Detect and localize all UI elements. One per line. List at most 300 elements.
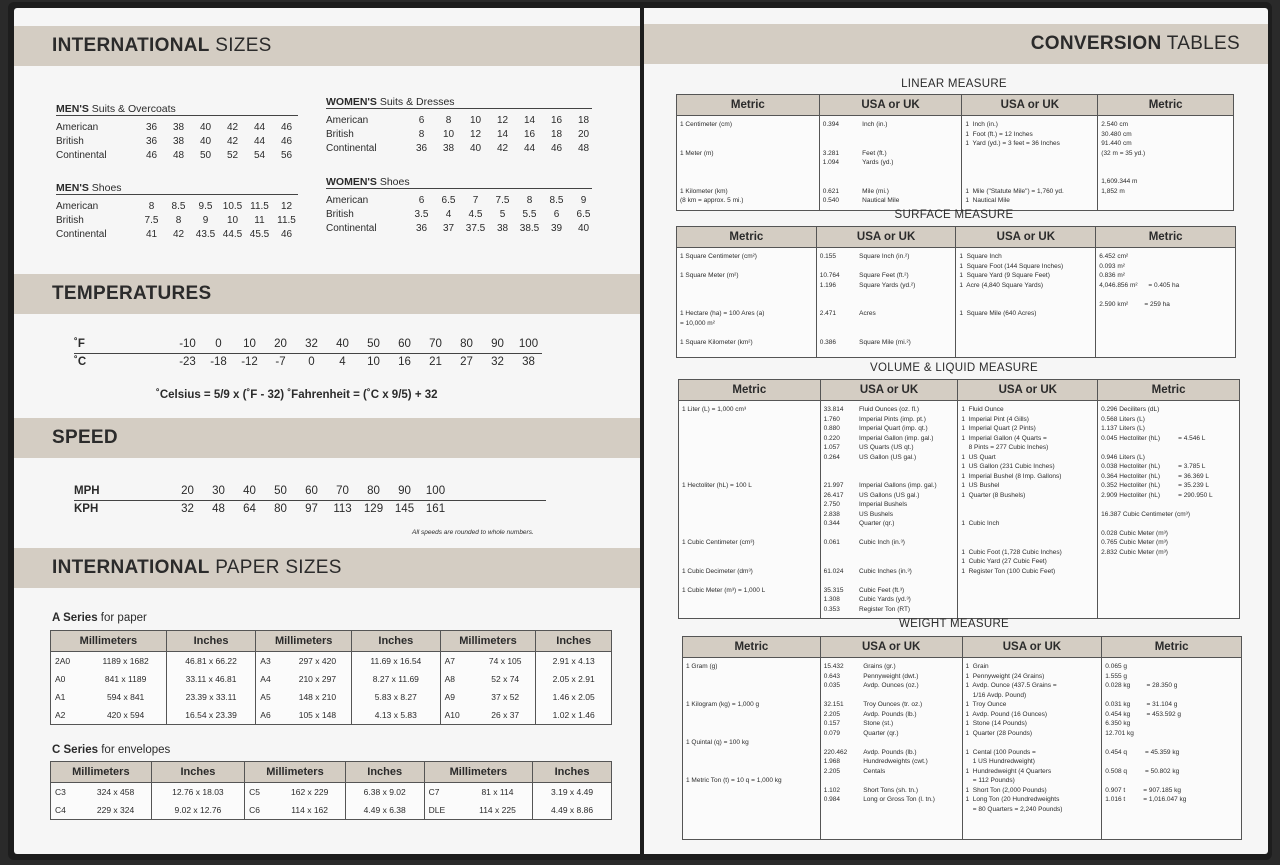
womens-suits-heading: WOMEN'S Suits & Dresses (326, 96, 455, 108)
size-value: 37.5 (465, 222, 486, 234)
size-value: 42 (172, 228, 185, 240)
row-label: MPH (74, 485, 100, 497)
column-header: Metric (1098, 95, 1234, 116)
size-value: 40 (577, 222, 590, 234)
size-value: 44.5 (222, 228, 243, 240)
size-row (326, 127, 597, 141)
scale-row (74, 500, 451, 518)
column-header: USA or UK (820, 380, 958, 401)
scale-value: 70 (429, 338, 442, 350)
paper-mm: 114 x 225 (463, 801, 533, 820)
womens-shoes-heading: WOMEN'S Shoes (326, 176, 410, 188)
size-value: 10 (226, 214, 239, 226)
row-label: British (326, 208, 354, 220)
column-header: Inches (352, 631, 441, 652)
size-value: 42 (226, 135, 239, 147)
column-header: USA or UK (819, 95, 962, 116)
size-value: 5 (499, 208, 506, 220)
scale-value: -23 (179, 356, 196, 368)
paper-name: C3 (51, 783, 81, 802)
paper-inches: 1.46 x 2.05 (536, 688, 612, 706)
paper-inches: 23.39 x 33.11 (166, 688, 256, 706)
paper-inches: 4.49 x 8.86 (533, 801, 612, 820)
paper-inches: 9.02 x 12.76 (151, 801, 244, 820)
size-value: 12 (496, 114, 509, 126)
size-value: 8 (175, 214, 182, 226)
paper-name: A10 (440, 706, 475, 725)
scale-value: 70 (336, 485, 349, 497)
row-label: ˚C (74, 356, 87, 368)
paper-name: C4 (51, 801, 81, 820)
size-value: 44 (523, 142, 536, 154)
size-value: 38 (496, 222, 509, 234)
weight-table (682, 636, 1242, 840)
paper-name: A2 (51, 706, 86, 725)
header-row (679, 380, 1240, 401)
size-value: 38.5 (519, 222, 540, 234)
banner-light: SIZES (209, 35, 272, 56)
header-row (683, 637, 1242, 658)
scale-value: 48 (212, 503, 225, 515)
paper-name: A6 (256, 706, 284, 725)
paper-inches: 12.76 x 18.03 (151, 783, 244, 802)
usa-values: 15.432 0.643 0.035 32.151 2.205 0.157 0.079 220.462 1.968 2.205 1.102 0.984 (820, 658, 860, 840)
size-value: 40 (199, 135, 212, 147)
column-header: Millimeters (424, 762, 532, 783)
size-row (56, 213, 300, 227)
size-value: 16 (550, 114, 563, 126)
scale-value: 32 (181, 503, 194, 515)
scale-row (74, 353, 544, 371)
temperature-formula: ˚Celsius = 5/9 x (˚F - 32) ˚Fahrenheit = (˚C x 9/5) + 32 (156, 389, 438, 401)
paper-row (51, 688, 612, 706)
size-value: 5.5 (522, 208, 537, 220)
paper-row (51, 670, 612, 688)
paper-inches: 11.69 x 16.54 (352, 652, 441, 671)
size-value: 38 (442, 142, 455, 154)
metric-equivalents: 0.065 g 1.555 g 0.028 kg = 28.350 g 0.031 kg = 31.104 g 0.454 kg = 453.592 g 6.350 kg 12.701 kg 0.454 q = 45.359 kg 0.508 q = 50.802 kg 0.907 t = 907.185 kg 1.016 t = 1,016.047 kg (1102, 658, 1242, 840)
header-row (677, 95, 1234, 116)
size-value: 6.5 (441, 194, 456, 206)
intl-sizes-banner (14, 26, 640, 66)
rule (326, 108, 592, 109)
scale-value: -18 (210, 356, 227, 368)
column-header: Millimeters (256, 631, 352, 652)
size-value: 16 (523, 128, 536, 140)
header-row (51, 631, 612, 652)
paper-name: C7 (424, 783, 463, 802)
size-value: 11.5 (250, 200, 269, 212)
conversion-banner: CONVERSION TABLES (644, 24, 1268, 64)
size-value: 14 (523, 114, 536, 126)
paper-name: A0 (51, 670, 86, 688)
size-value: 46 (145, 149, 158, 161)
linear-table (676, 94, 1234, 211)
size-value: 10 (442, 128, 455, 140)
womens-suits-table (326, 113, 597, 155)
scale-value: 90 (398, 485, 411, 497)
column-header: Metric (677, 227, 817, 248)
row-label: ˚F (74, 338, 85, 350)
size-value: 36 (415, 222, 428, 234)
paper-mm: 210 x 297 (284, 670, 352, 688)
size-value: 46 (550, 142, 563, 154)
header-row (51, 762, 612, 783)
column-header: Inches (166, 631, 256, 652)
surface-title: SURFACE MEASURE (894, 209, 1014, 221)
banner-bold: INTERNATIONAL (52, 35, 210, 56)
column-header: USA or UK (820, 637, 962, 658)
paper-mm: 162 x 229 (275, 783, 346, 802)
size-value: 10 (469, 114, 482, 126)
scale-value: 80 (367, 485, 380, 497)
paper-inches: 2.91 x 4.13 (536, 652, 612, 671)
paper-mm: 841 x 1189 (85, 670, 166, 688)
row-label: Continental (56, 149, 107, 161)
paper-mm: 297 x 420 (284, 652, 352, 671)
size-row (326, 221, 597, 235)
paper-inches: 33.11 x 46.81 (166, 670, 256, 688)
size-value: 38 (172, 121, 185, 133)
paper-mm: 37 x 52 (475, 688, 536, 706)
scale-value: -12 (241, 356, 258, 368)
scale-value: 60 (398, 338, 411, 350)
paper-mm: 420 x 594 (85, 706, 166, 725)
size-value: 8.5 (549, 194, 564, 206)
scale-value: -10 (179, 338, 196, 350)
size-value: 43.5 (195, 228, 216, 240)
paper-name: A9 (440, 688, 475, 706)
linear-title: LINEAR MEASURE (901, 78, 1007, 90)
size-value: 6 (418, 194, 425, 206)
temperatures-banner: TEMPERATURES (14, 274, 640, 314)
paper-mm: 52 x 74 (475, 670, 536, 688)
scale-value: 64 (243, 503, 256, 515)
scale-value: 100 (518, 338, 539, 350)
column-header: Inches (345, 762, 424, 783)
row-label: Continental (326, 142, 377, 154)
paper-inches: 16.54 x 23.39 (166, 706, 256, 725)
scale-value: 20 (181, 485, 194, 497)
scale-value: 50 (367, 338, 380, 350)
scale-value: 32 (491, 356, 504, 368)
size-value: 46 (280, 228, 293, 240)
paper-name: DLE (424, 801, 463, 820)
column-header: Metric (1096, 227, 1236, 248)
size-value: 20 (577, 128, 590, 140)
usa-definitions: 1 Square Inch 1 Square Foot (144 Square Inches) 1 Square Yard (9 Square Feet) 1 Acre (4,840 Square Yards) 1 Square Mile (640 Acres) (956, 248, 1096, 358)
scale-value: 16 (398, 356, 411, 368)
volume-title: VOLUME & LIQUID MEASURE (870, 362, 1038, 374)
size-value: 48 (577, 142, 590, 154)
size-value: 45.5 (249, 228, 270, 240)
paper-mm: 148 x 210 (284, 688, 352, 706)
row-label: American (326, 194, 369, 206)
size-value: 12 (280, 200, 293, 212)
scale-value: 40 (243, 485, 256, 497)
right-page (644, 8, 1268, 854)
size-value: 8.5 (171, 200, 186, 212)
size-row (56, 227, 300, 241)
size-value: 50 (199, 149, 212, 161)
column-header: Metric (1098, 380, 1240, 401)
size-value: 39 (550, 222, 563, 234)
scale-value: 90 (491, 338, 504, 350)
size-value: 6 (553, 208, 560, 220)
c-series-table (50, 761, 612, 820)
size-value: 48 (172, 149, 185, 161)
paper-row (51, 783, 612, 802)
row-label: American (56, 200, 99, 212)
scale-value: 129 (363, 503, 384, 515)
size-value: 7.5 (144, 214, 159, 226)
paper-inches: 4.13 x 5.83 (352, 706, 441, 725)
usa-units: Inch (in.) Feet (ft.) Yards (yd.) Mile (mi.) Nautical Mile (859, 116, 962, 211)
paper-name: C5 (245, 783, 275, 802)
scale-value: 10 (243, 338, 256, 350)
scale-row (74, 335, 544, 353)
usa-values: 33.814 1.760 0.880 0.220 1.057 0.264 21.997 26.417 2.750 2.838 0.344 0.061 61.024 35.315 1.308 0.353 (820, 401, 856, 619)
size-value: 56 (280, 149, 293, 161)
a-series-heading: A Series for paper (52, 612, 147, 624)
binder (8, 2, 1272, 860)
rule (326, 188, 592, 189)
size-value: 4.5 (468, 208, 483, 220)
conversion-row (679, 401, 1240, 619)
c-series-heading: C Series for envelopes (52, 744, 171, 756)
scale-value: 113 (333, 503, 352, 515)
mens-suits-table (56, 120, 300, 162)
row-label: British (56, 214, 84, 226)
mens-suits-heading: MEN'S Suits & Overcoats (56, 103, 176, 115)
scale-value: 97 (305, 503, 318, 515)
paper-inches: 46.81 x 66.22 (166, 652, 256, 671)
row-label: American (326, 114, 369, 126)
paper-inches: 8.27 x 11.69 (352, 670, 441, 688)
size-value: 3.5 (414, 208, 429, 220)
size-row (56, 134, 300, 148)
size-value: 18 (550, 128, 563, 140)
conversion-row (677, 116, 1234, 211)
size-value: 8 (418, 128, 425, 140)
column-header: Millimeters (51, 631, 167, 652)
size-value: 36 (145, 121, 158, 133)
paper-inches: 5.83 x 8.27 (352, 688, 441, 706)
column-header: Inches (533, 762, 612, 783)
size-row (56, 120, 300, 134)
size-value: 12 (469, 128, 482, 140)
scale-value: 21 (429, 356, 442, 368)
size-value: 9 (580, 194, 587, 206)
metric-equivalents: 0.296 Deciliters (dL) 0.568 Liters (L) 1.137 Liters (L) 0.045 Hectoliter (hL) = 4.546 L 0.946 Liters (L) 0.038 Hectoliter (hL) = 3.785 L 0.364 Hectoliter (hL) = 36.369 L 0.352 Hectoliter (hL) = 35.239 L 2.909 Hectoliter (hL) = 290.950 L 16.387 Cubic Centimeter (cm³) 0.028 Cubic Meter (m³) 0.765 Cubic Meter (m³) 2.832 Cubic Meter (m³) (1098, 401, 1240, 619)
left-page (14, 8, 640, 854)
column-header: Millimeters (245, 762, 346, 783)
metric-equivalents: 2.540 cm 30.480 cm 91.440 cm (32 m = 35 yd.) 1,609.344 m 1,852 m (1098, 116, 1234, 211)
size-value: 7.5 (495, 194, 510, 206)
metric-units: 1 Centimeter (cm) 1 Meter (m) 1 Kilometer (km) (8 km = approx. 5 mi.) (677, 116, 820, 211)
paper-mm: 26 x 37 (475, 706, 536, 725)
usa-values: 0.394 3.281 1.094 0.621 0.540 (819, 116, 859, 211)
usa-definitions: 1 Grain 1 Pennyweight (24 Grains) 1 Avdp. Ounce (437.5 Grains = 1/16 Avdp. Pound) 1 Troy Ounce 1 Avdp. Pound (16 Ounces) 1 Stone (14 Pounds) 1 Quarter (28 Pounds) 1 Cental (100 Pounds = 1 US Hundredweight) 1 Hundredweight (4 Quarters = 112 Pounds) 1 Short Ton (2,000 Pounds) 1 Long Ton (20 Hundredweights = 80 Quarters = 2,240 Pounds) (962, 658, 1102, 840)
size-row (326, 207, 597, 221)
size-value: 9.5 (198, 200, 213, 212)
row-label: Continental (326, 222, 377, 234)
size-value: 4 (445, 208, 452, 220)
paper-mm: 324 x 458 (80, 783, 151, 802)
rule (56, 194, 298, 195)
paper-name: A8 (440, 670, 475, 688)
paper-sizes-banner: INTERNATIONAL PAPER SIZES (14, 548, 640, 588)
paper-mm: 114 x 162 (275, 801, 346, 820)
column-header: Metric (1102, 637, 1242, 658)
size-row (56, 148, 300, 162)
size-value: 42 (496, 142, 509, 154)
a-series-table (50, 630, 612, 725)
paper-inches: 2.05 x 2.91 (536, 670, 612, 688)
size-value: 7 (472, 194, 479, 206)
scale-value: 10 (367, 356, 380, 368)
paper-mm: 1189 x 1682 (85, 652, 166, 671)
womens-shoes-table (326, 193, 597, 235)
usa-values: 0.155 10.764 1.196 2.471 0.386 (816, 248, 856, 358)
size-value: 6.5 (576, 208, 591, 220)
size-value: 8 (526, 194, 533, 206)
paper-mm: 81 x 114 (463, 783, 533, 802)
paper-name: A5 (256, 688, 284, 706)
speed-note: All speeds are rounded to whole numbers. (412, 529, 534, 536)
column-header: Inches (151, 762, 244, 783)
usa-units: Grains (gr.) Pennyweight (dwt.) Avdp. Ounces (oz.) Troy Ounces (tr. oz.) Avdp. Pounds (lb.) Stone (st.) Quarter (qr.) Avdp. Pounds (lb.) Hundredweights (cwt.) Centals Short Tons (sh. tn.) Long or Gross Ton (l. tn.) (860, 658, 962, 840)
row-label: American (56, 121, 99, 133)
size-row (326, 193, 597, 207)
size-value: 44 (253, 135, 266, 147)
size-value: 40 (199, 121, 212, 133)
surface-table (676, 226, 1236, 358)
column-header: Millimeters (51, 762, 152, 783)
column-header: Inches (536, 631, 612, 652)
scale-value: 50 (274, 485, 287, 497)
size-value: 36 (415, 142, 428, 154)
mens-shoes-heading: MEN'S Shoes (56, 182, 122, 194)
conversion-row (677, 248, 1236, 358)
paper-name: C6 (245, 801, 275, 820)
size-value: 40 (469, 142, 482, 154)
weight-title: WEIGHT MEASURE (898, 618, 1010, 630)
mens-shoes-table (56, 199, 300, 241)
speed-banner: SPEED (14, 418, 640, 458)
scale-value: 60 (305, 485, 318, 497)
size-value: 11.5 (277, 214, 296, 226)
size-value: 44 (253, 121, 266, 133)
usa-definitions: 1 Fluid Ounce 1 Imperial Pint (4 Gills) 1 Imperial Quart (2 Pints) 1 Imperial Gallon (4 Quarts = 8 Pints = 277 Cubic Inches) 1 US Quart 1 US Gallon (231 Cubic Inches) 1 Imperial Bushel (8 Imp. Gallons) 1 US Bushel 1 Quarter (8 Bushels) 1 Cubic Inch 1 Cubic Foot (1,728 Cubic Inches) 1 Cubic Yard (27 Cubic Feet) 1 Register Ton (100 Cubic Feet) (958, 401, 1098, 619)
scale-value: 4 (339, 356, 346, 368)
rule (56, 115, 298, 116)
scale-value: 0 (215, 338, 222, 350)
paper-name: A3 (256, 652, 284, 671)
column-header: USA or UK (962, 637, 1102, 658)
scale-value: 80 (274, 503, 287, 515)
paper-row (51, 706, 612, 725)
row-label: British (326, 128, 354, 140)
size-value: 52 (226, 149, 239, 161)
size-value: 46 (280, 121, 293, 133)
paper-inches: 3.19 x 4.49 (533, 783, 612, 802)
column-header: USA or UK (816, 227, 956, 248)
row-label: Continental (56, 228, 107, 240)
size-value: 11 (254, 214, 265, 226)
scale-value: 80 (460, 338, 473, 350)
scale-value: 38 (522, 356, 535, 368)
size-value: 37 (442, 222, 455, 234)
metric-units: 1 Liter (L) = 1,000 cm³ 1 Hectoliter (hL) = 100 L 1 Cubic Centimeter (cm³) 1 Cubic Decimeter (dm³) 1 Cubic Meter (m³) = 1,000 L (679, 401, 821, 619)
size-value: 54 (253, 149, 266, 161)
row-label: British (56, 135, 84, 147)
size-value: 41 (145, 228, 158, 240)
scale-value: 20 (274, 338, 287, 350)
size-row (326, 113, 597, 127)
size-value: 14 (496, 128, 509, 140)
header-row (677, 227, 1236, 248)
size-value: 36 (145, 135, 158, 147)
paper-mm: 229 x 324 (80, 801, 151, 820)
paper-name: A7 (440, 652, 475, 671)
size-value: 6 (418, 114, 425, 126)
size-value: 9 (202, 214, 209, 226)
scale-value: 30 (212, 485, 225, 497)
column-header: Metric (683, 637, 821, 658)
size-value: 42 (226, 121, 239, 133)
size-value: 38 (172, 135, 185, 147)
rule (74, 500, 546, 501)
usa-units: Fluid Ounces (oz. fl.) Imperial Pints (imp. pt.) Imperial Quart (imp. qt.) Imperial Gallon (imp. gal.) US Quarts (US qt.) US Gallon (US gal.) Imperial Gallons (imp. gal.) US Gallons (US gal.) Imperial Bushels US Bushels Quarter (qr.) Cubic Inch (in.³) Cubic Inches (in.³) Cubic Feet (ft.³) Cubic Yards (yd.³) Register Ton (RT) (856, 401, 958, 619)
size-value: 46 (280, 135, 293, 147)
usa-definitions: 1 Inch (in.) 1 Foot (ft.) = 12 Inches 1 Yard (yd.) = 3 feet = 36 Inches 1 Mile ("Statute Mile") = 1,760 yd. 1 Nautical Mile (962, 116, 1098, 211)
scale-value: 161 (425, 503, 446, 515)
size-value: 18 (577, 114, 590, 126)
column-header: Metric (679, 380, 821, 401)
paper-row (51, 652, 612, 671)
paper-mm: 74 x 105 (475, 652, 536, 671)
conversion-row (683, 658, 1242, 840)
scale-value: -7 (275, 356, 286, 368)
size-value: 10.5 (222, 200, 243, 212)
size-value: 8 (148, 200, 155, 212)
scale-value: 40 (336, 338, 349, 350)
scale-value: 0 (308, 356, 315, 368)
column-header: USA or UK (958, 380, 1098, 401)
column-header: Metric (677, 95, 820, 116)
paper-mm: 594 x 841 (85, 688, 166, 706)
paper-name: A1 (51, 688, 86, 706)
paper-name: 2A0 (51, 652, 86, 671)
paper-name: A4 (256, 670, 284, 688)
column-header: USA or UK (962, 95, 1098, 116)
paper-inches: 6.38 x 9.02 (345, 783, 424, 802)
usa-units: Square Inch (in.²) Square Feet (ft.²) Square Yards (yd.²) Acres Square Mile (mi.²) (856, 248, 956, 358)
column-header: Millimeters (440, 631, 536, 652)
size-value: 8 (445, 114, 452, 126)
metric-units: 1 Gram (g) 1 Kilogram (kg) = 1,000 g 1 Quintal (q) = 100 kg 1 Metric Ton (t) = 10 q = 1,000 kg (683, 658, 821, 840)
scale-value: 32 (305, 338, 318, 350)
metric-equivalents: 6.452 cm² 0.093 m² 0.836 m² 4,046.856 m² = 0.405 ha 2.590 km² = 259 ha (1096, 248, 1236, 358)
scale-row (74, 482, 451, 500)
size-row (56, 199, 300, 213)
scale-value: 145 (394, 503, 415, 515)
size-row (326, 141, 597, 155)
paper-mm: 105 x 148 (284, 706, 352, 725)
column-header: USA or UK (956, 227, 1096, 248)
scale-value: 27 (460, 356, 473, 368)
